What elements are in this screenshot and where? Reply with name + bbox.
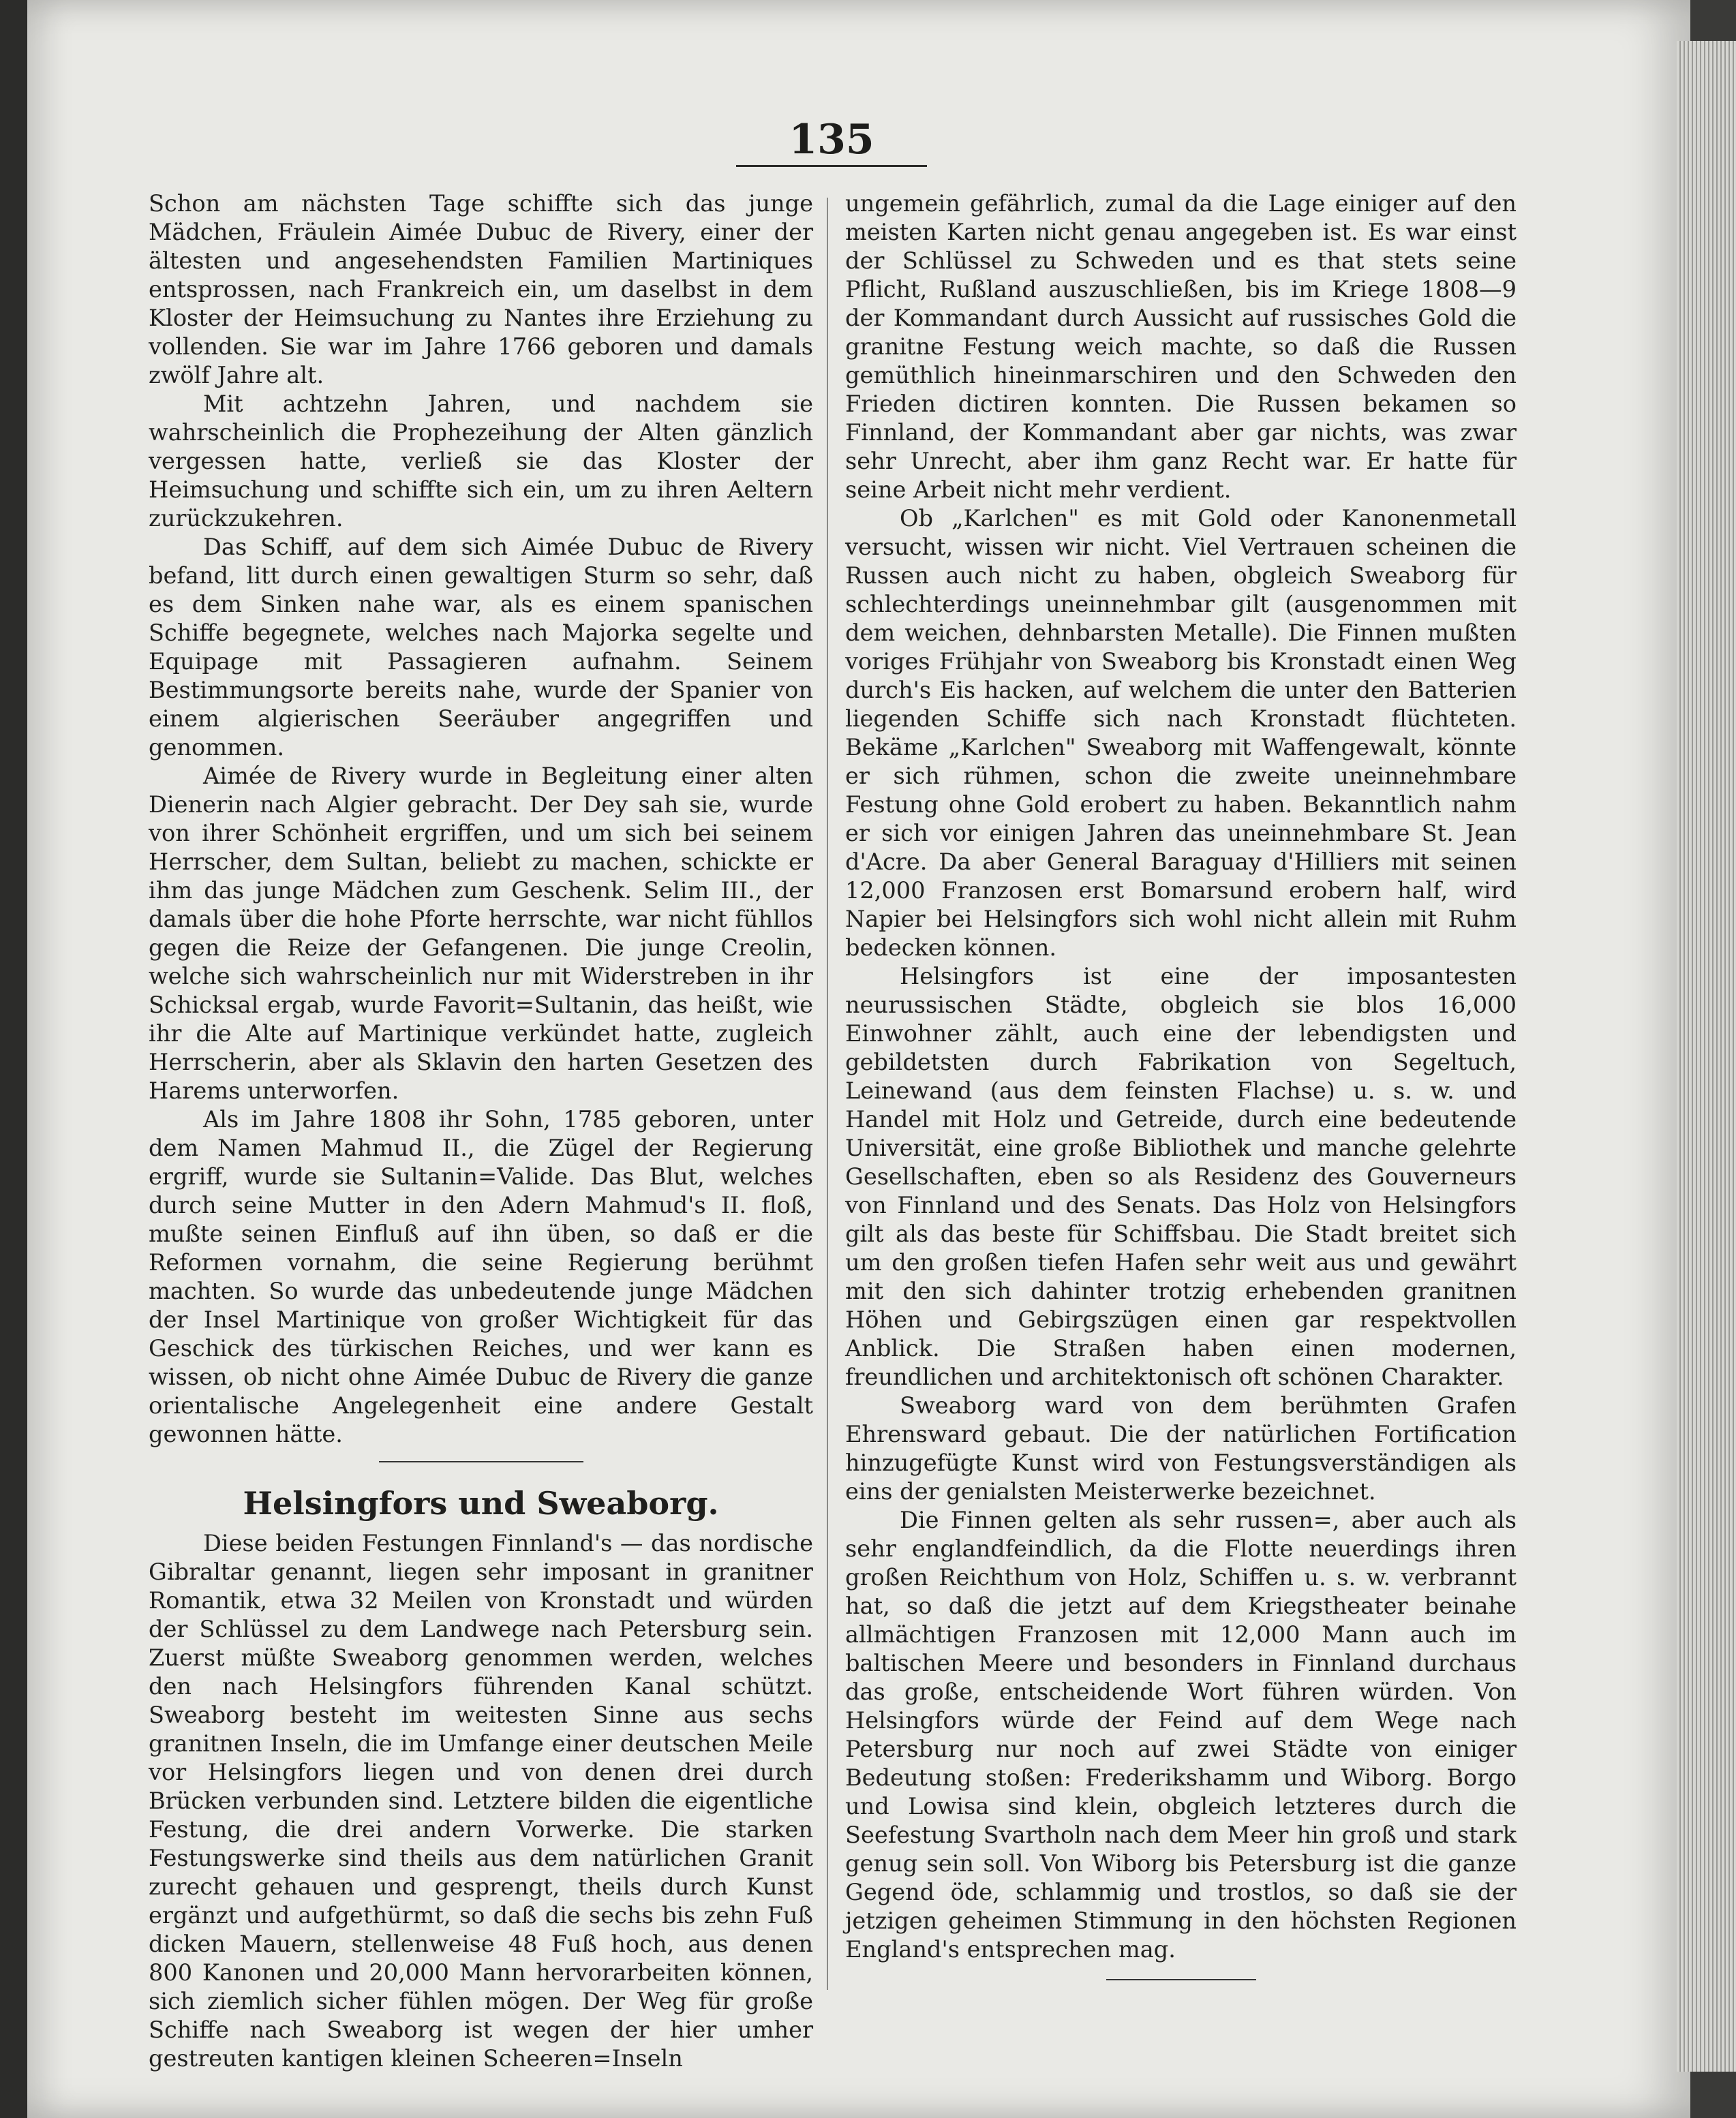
paragraph: Diese beiden Festungen Finnland's — das nordische Gibraltar genannt, liegen sehr imposant in granitner Romantik, etwa 32 Meilen von Kronstadt und würden der Schlüssel zu dem Landwege nach Petersburg sein. Zuerst müßte Sweaborg genommen werden, welches den nach Helsingfors führenden Kanal schützt. Sweaborg besteht im weitesten Sinne aus sechs granitnen Inseln, die im Umfange einer deutschen Meile vor Helsingfors liegen und von denen drei durch Brücken verbunden sind. Letztere bilden die eigentliche Festung, die drei andern Vorwerke. Die starken Festungswerke sind theils aus dem natürlichen Granit zurecht gehauen und gesprengt, theils durch Kunst ergänzt und aufgethürmt, so daß die sechs bis zehn Fuß dicken Mauern, stellenweise 48 Fuß hoch, aus denen 800 Kanonen und 20,000 Mann hervorarbeiten können, sich ziemlich sicher fühlen mögen. Der Weg für große Schiffe nach Sweaborg ist wegen der hier umher gestreuten kantigen kleinen Scheeren=Inseln xyxy=(149,1530,813,2072)
paragraph: Aimée de Rivery wurde in Begleitung einer alten Dienerin nach Algier gebracht. Der Dey sah sie, wurde von ihrer Schönheit ergriffen, und um sich bei seinem Herrscher, dem Sultan, beliebt zu machen, schickte er ihm das junge Mädchen zum Geschenk. Selim III., der damals über die hohe Pforte herrschte, war nicht fühllos gegen die Reize der Gefangenen. Die junge Creolin, welche sich wahrscheinlich nur mit Widerstreben in ihr Schicksal ergab, wurde Favorit=Sultanin, das heißt, wie ihr die Alte auf Martinique verkündet hatte, zugleich Herrscherin, aber als Sklavin den harten Gesetzen des Harems unterworfen. xyxy=(149,763,813,1104)
section-title: Helsingfors und Sweaborg. xyxy=(243,1485,719,1522)
left-column xyxy=(149,189,813,2073)
section-divider xyxy=(379,1461,583,1462)
end-rule xyxy=(1106,1979,1256,1980)
paragraph-continuation: ungemein gefährlich, zumal da die Lage einiger auf den meisten Karten nicht genau angegeben ist. Es war einst der Schlüssel zu Schweden und es that stets seine Pflicht, Rußland auszuschließen, bis im Kriege 1808—9 der Kommandant durch Aussicht auf russisches Gold die granitne Festung weich machte, so daß die Russen gemüthlich hineinmarschiren und den Schweden den Frieden dictiren konnten. Die Russen bekamen so Finnland, der Kommandant aber gar nichts, was zwar sehr Unrecht, aber ihm ganz Recht war. Er hatte für seine Arbeit nicht mehr verdient. xyxy=(845,190,1517,503)
right-column xyxy=(845,189,1517,1980)
paragraph: Ob „Karlchen" es mit Gold oder Kanonenmetall versucht, wissen wir nicht. Viel Vertrauen scheinen die Russen auch nicht zu haben, obgleich Sweaborg für schlechterdings uneinnehmbar gilt (ausgenommen mit dem weichen, dehnbarsten Metalle). Die Finnen mußten voriges Frühjahr von Sweaborg bis Kronstadt einen Weg durch's Eis hacken, auf welchem die unter den Batterien liegenden Schiffe sich nach Kronstadt flüchteten. Bekäme „Karlchen" Sweaborg mit Waffengewalt, könnte er sich rühmen, schon die zweite uneinnehmbare Festung ohne Gold erobert zu haben. Bekanntlich nahm er sich vor einigen Jahren das uneinnehmbare St. Jean d'Acre. Da aber General Baraguay d'Hilliers mit seinen 12,000 Franzosen erst Bomarsund erobern half, wird Napier bei Helsingfors sich wohl nicht allein mit Ruhm bedecken können. xyxy=(845,505,1517,961)
paragraph: Sweaborg ward von dem berühmten Grafen Ehrensward gebaut. Die der natürlichen Fortification hinzugefügte Kunst wird von Festungsverständigen als eins der genialsten Meisterwerke bezeichnet. xyxy=(845,1392,1517,1505)
paragraph: Als im Jahre 1808 ihr Sohn, 1785 geboren, unter dem Namen Mahmud II., die Zügel der Regierung ergriff, wurde sie Sultanin=Valide. Das Blut, welches durch seine Mutter in den Adern Mahmud's II. floß, mußte seinen Einfluß auf ihn üben, so daß er die Reformen vornahm, die seine Regierung berühmt machten. So wurde das unbedeutende junge Mädchen der Insel Martinique von großer Wichtigkeit für das Geschick des türkischen Reiches, und wer kann es wissen, ob nicht ohne Aimée Dubuc de Rivery die ganze orientalische Angelegenheit eine andere Gestalt gewonnen hätte. xyxy=(149,1106,813,1447)
paragraph: Helsingfors ist eine der imposantesten neurussischen Städte, obgleich sie blos 16,000 Einwohner zählt, auch eine der lebendigsten und gebildetsten durch Fabrikation von Segeltuch, Leinewand (aus dem feinsten Flachse) u. s. w. und Handel mit Holz und Getreide, durch eine bedeutende Universität, eine große Bibliothek und manche gelehrte Gesellschaften, eben so als Residenz des Gouverneurs von Finnland und des Senats. Das Holz von Helsingfors gilt als das beste für Schiffsbau. Die Stadt breitet sich um den großen tiefen Hafen sehr weit aus und gewährt mit den sich dahinter trotzig erhebenden granitnen Höhen und Gebirgszügen einen gar respektvollen Anblick. Die Straßen haben einen modernen, freundlichen und architektonisch oft schönen Charakter. xyxy=(845,963,1517,1390)
paragraph: Schon am nächsten Tage schiffte sich das junge Mädchen, Fräulein Aimée Dubuc de Rivery, einer der ältesten und angesehendsten Familien Martiniques entsprossen, nach Frankreich ein, um daselbst in dem Kloster der Heimsuchung zu Nantes ihre Erziehung zu vollenden. Sie war im Jahre 1766 geboren und damals zwölf Jahre alt. xyxy=(149,190,813,388)
book-gutter xyxy=(0,0,27,2118)
paragraph: Das Schiff, auf dem sich Aimée Dubuc de Rivery befand, litt durch einen gewaltigen Sturm so sehr, daß es dem Sinken nahe war, als es einem spanischen Schiffe begegnete, welches nach Majorka segelte und Equipage mit Passagieren aufnahm. Seinem Bestimmungsorte bereits nahe, wurde der Spanier von einem algierischen Seeräuber angegriffen und genommen. xyxy=(149,534,813,761)
paragraph: Mit achtzehn Jahren, und nachdem sie wahrscheinlich die Prophezeihung der Alten gänzlich vergessen hatte, verließ sie das Kloster der Heimsuchung und schiffte sich ein, um zu ihren Aeltern zurückzukehren. xyxy=(149,390,813,532)
paragraph: Die Finnen gelten als sehr russen=, aber auch als sehr englandfeindlich, da die Flotte neuerdings ihren großen Reichthum von Holz, Schiffen u. s. w. verbrannt hat, so daß die jetzt auf dem Kriegstheater beinahe allmächtigen Franzosen mit 12,000 Mann auch im baltischen Meere und besonders in Finnland durchaus das große, entscheidende Wort führen würden. Von Helsingfors würde der Feind auf dem Wege nach Petersburg nur noch auf zwei Städte von einiger Bedeutung stoßen: Frederikshamm und Wiborg. Borgo und Lowisa sind klein, obgleich letzteres durch die Seefestung Svartholn nach dem Meer hin groß und stark genug sein soll. Von Wiborg bis Petersburg ist die ganze Gegend öde, schlammig und trostlos, so daß sie der jetzigen geheimen Stimmung in den höchsten Regionen England's entsprechen mag. xyxy=(845,1507,1517,1963)
page-number: 135 xyxy=(789,116,874,164)
page-edges xyxy=(1677,41,1736,2072)
header-rule xyxy=(736,165,927,167)
column-divider xyxy=(827,198,828,1990)
